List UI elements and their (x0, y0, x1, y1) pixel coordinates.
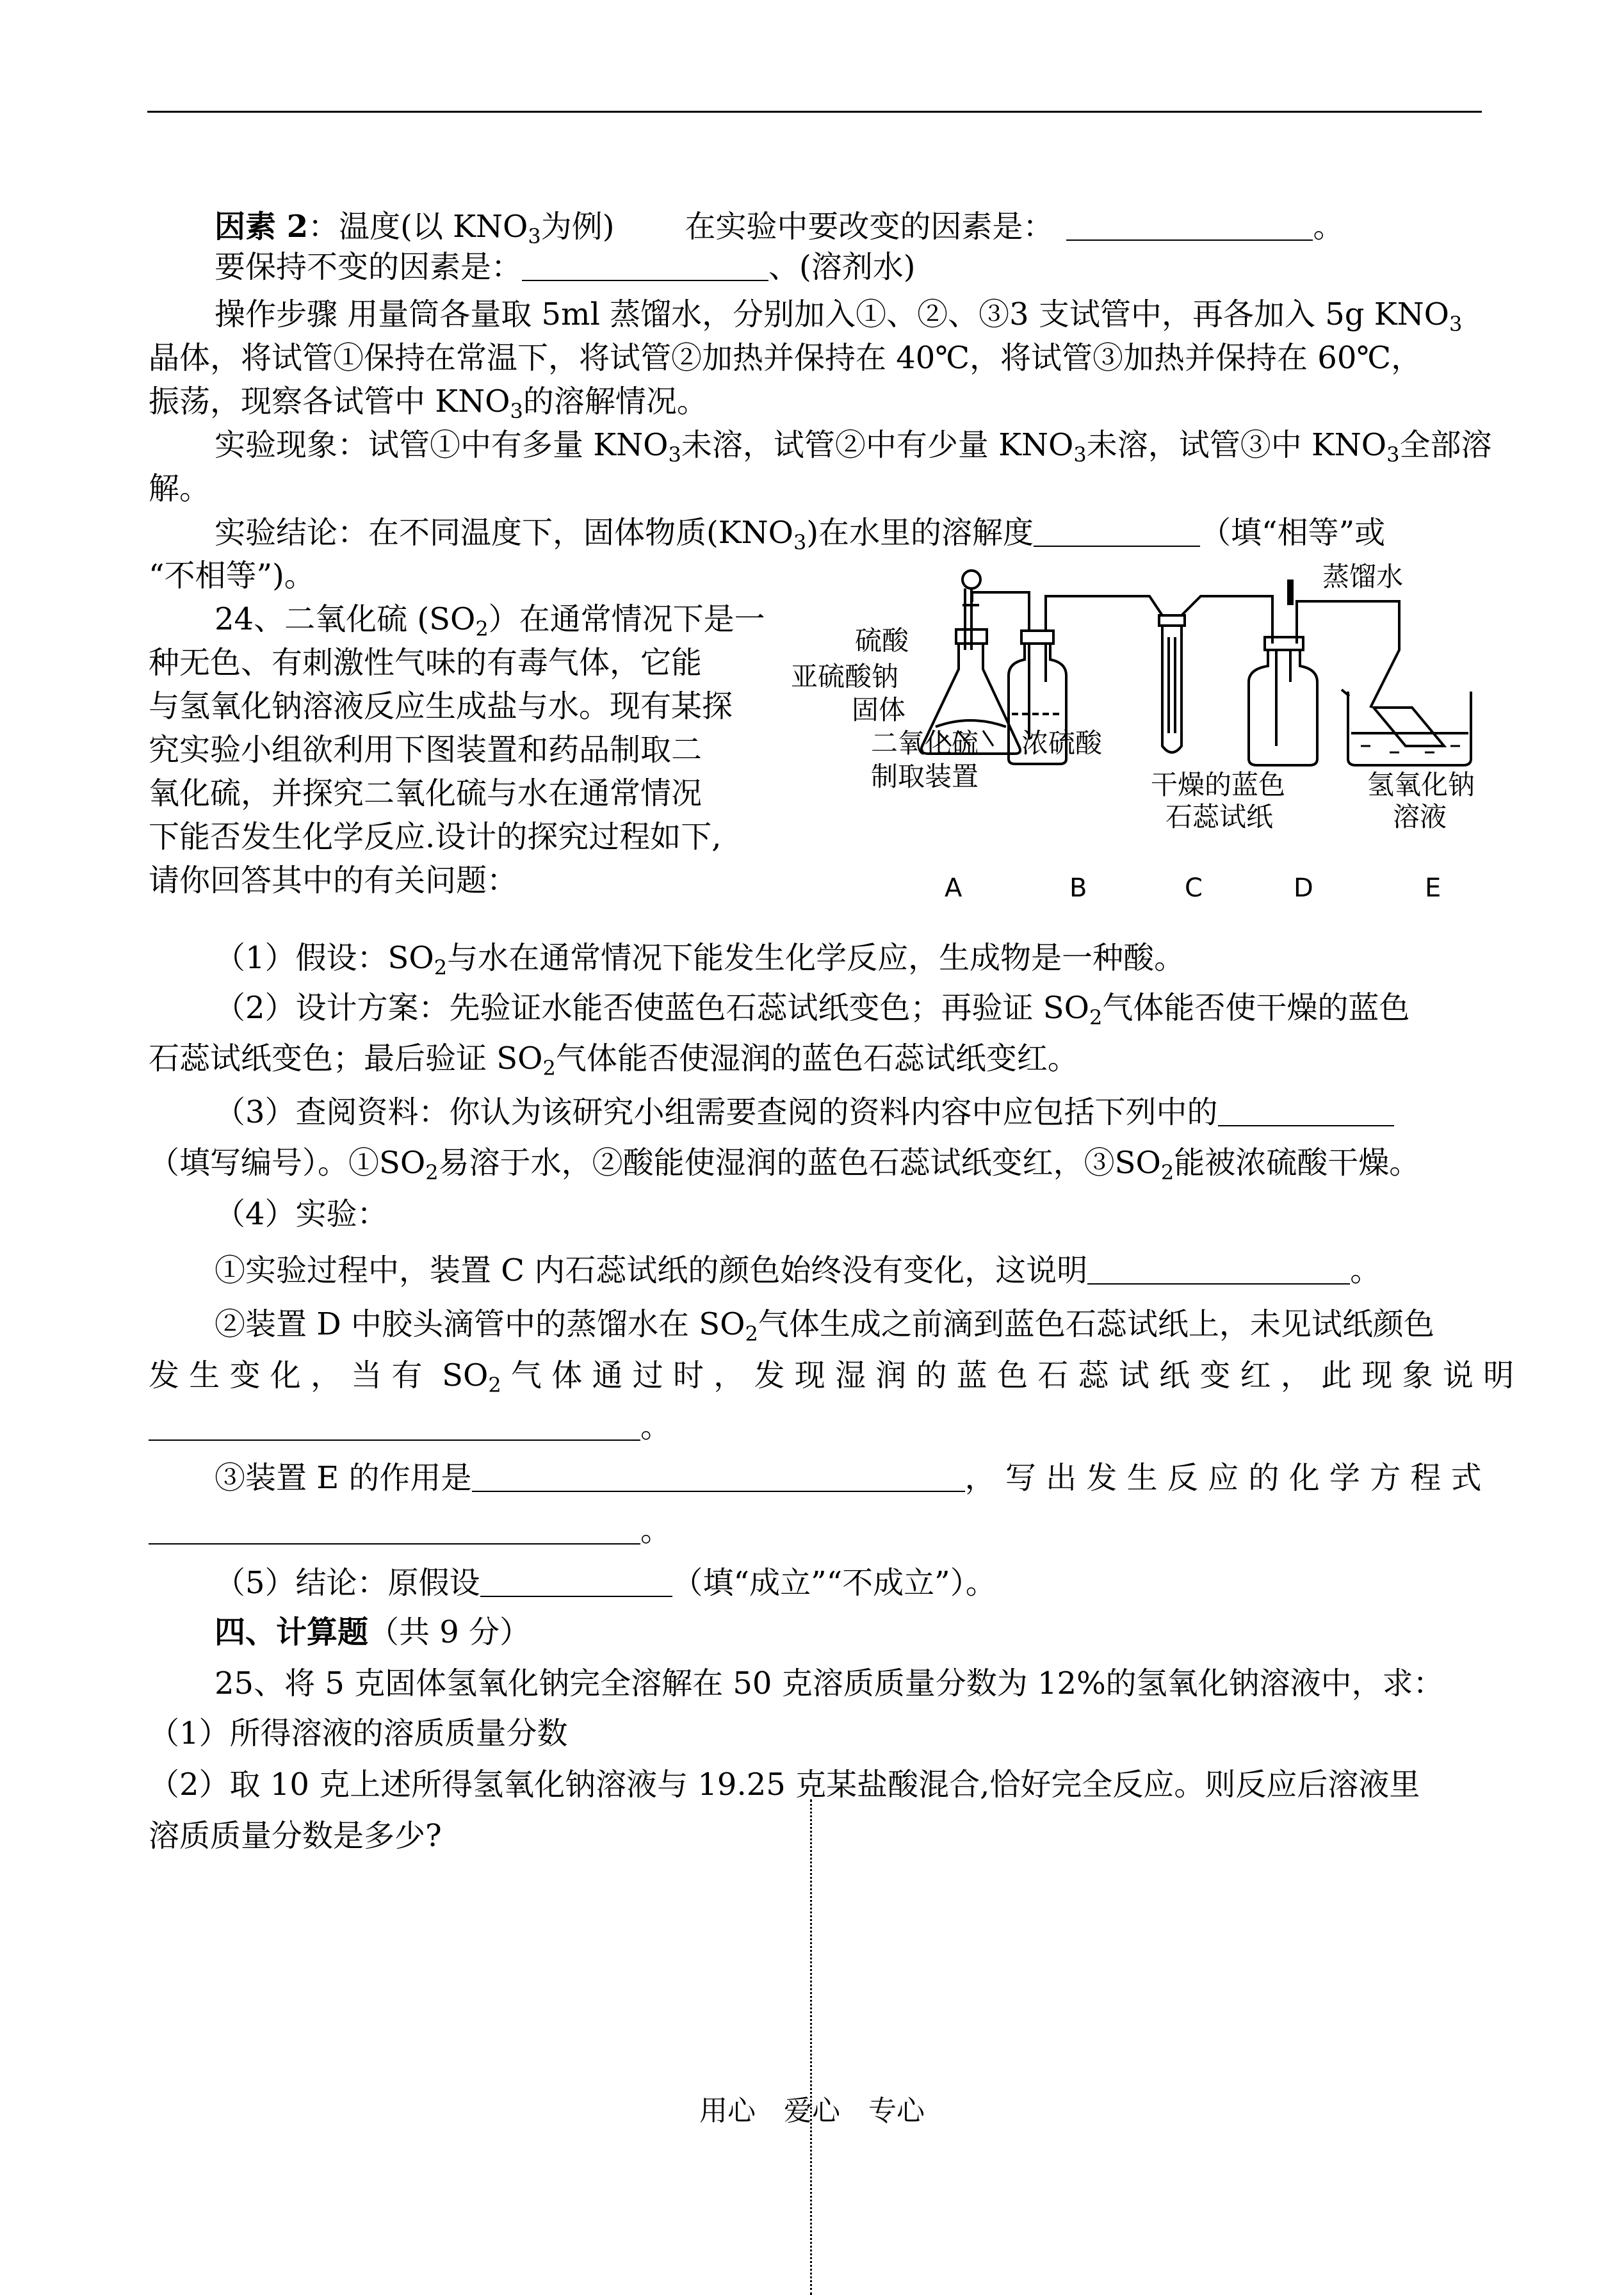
answer-blank[interactable] (1066, 206, 1313, 241)
q24-part4-1: ①实验过程中，装置 C 内石蕊试纸的颜色始终没有变化，这说明 。 (215, 1250, 1381, 1290)
letter-a: A (945, 873, 962, 903)
factor2-phenomenon-2: 解。 (149, 471, 211, 507)
answer-blank[interactable] (149, 1510, 640, 1545)
label-sulfite-1: 亚硫酸钠 (791, 661, 899, 692)
q24-intro-2: 种无色、有刺激性气味的有毒气体，它能 (149, 645, 702, 681)
label-a-2: 制取装置 (871, 761, 979, 792)
answer-blank[interactable] (522, 247, 768, 281)
factor2-phenomenon: 实验现象：试管①中有多量 $KNO_3$未溶，试管②中有少量 $KNO_3$未溶，试管③中 $KNO_3$全部溶 (215, 427, 1492, 467)
factor2-line2: 要保持不变的因素是： 、(溶剂水) (215, 247, 915, 287)
q24-intro-4: 究实验小组欲利用下图装置和药品制取二 (149, 732, 702, 768)
label-c-1: 干燥的蓝色 (1151, 769, 1286, 800)
section4-heading: 四、计算题（共 9 分） (215, 1614, 531, 1650)
q24-part4-3-answer: 。 (149, 1510, 671, 1550)
funnel-bulb (962, 571, 980, 588)
tube-a-b (972, 592, 1029, 631)
factor2-steps-2: 晶体，将试管①保持在常温下，将试管②加热并保持在 40℃，将试管③加热并保持在 60℃， (149, 340, 1422, 376)
header-rule (147, 111, 1482, 113)
q24-part4-2: ②装置 D 中胶头滴管中的蒸馏水在 $SO_2$气体生成之前滴到蓝色石蕊试纸上，未见试纸颜色 (215, 1306, 1434, 1346)
answer-blank[interactable] (149, 1406, 640, 1441)
label-sulfite-2: 固体 (852, 694, 906, 726)
q25-part2: （2）取 10 克上述所得氢氧化钠溶液与 19.25 克某盐酸混合,恰好完全反应。则反应后溶液里 (149, 1767, 1420, 1803)
q24-part1: （1）假设：$SO_2$与水在通常情况下能发生化学反应，生成物是一种酸。 (215, 940, 1185, 980)
letter-c: C (1185, 873, 1203, 903)
label-b: 浓硫酸 (1021, 727, 1103, 759)
q24-intro-6: 下能否发生化学反应.设计的探究过程如下, (149, 819, 722, 855)
factor2-steps-1: 操作步骤 用量筒各量取 5ml 蒸馏水，分别加入①、②、③3 支试管中，再各加入 5g $KNO_3$ (215, 296, 1463, 336)
page-footer: 用心 爱心 专心 (699, 2095, 925, 2127)
apparatus-diagram (791, 554, 1489, 912)
tube-b-c (1046, 596, 1162, 631)
q25-stem: 25、将 5 克固体氢氧化钠完全溶解在 50 克溶质质量分数为 12%的氢氧化钠溶液中，求： (215, 1666, 1444, 1701)
letter-d: D (1294, 873, 1313, 903)
label-water: 蒸馏水 (1322, 561, 1404, 592)
label-sulfuric: 硫酸 (855, 625, 909, 656)
q24-part4-2-cont: 发 生 变 化 ， 当 有 $SO_2$ 气 体 通 过 时 ， 发 现 湿 润 的 蓝 色 石 蕊 试 纸 变 红 ， 此 现 象 说 明 (149, 1358, 1514, 1397)
apparatus-a-flask (922, 571, 1020, 754)
factor2-conclusion-2: “不相等”)。 (149, 558, 315, 594)
label-a-1: 二氧化硫 (871, 727, 979, 759)
letter-e: E (1425, 873, 1441, 903)
section4-title: 四、计算题 (215, 1614, 369, 1650)
q24-intro-3: 与氢氧化钠溶液反应生成盐与水。现有某探 (149, 688, 733, 724)
q24-intro-1: 24、二氧化硫 $(SO_2)$在通常情况下是一 (215, 601, 765, 641)
q24-part4-3: ③装置 E 的作用是 ， 写 出 发 生 反 应 的 化 学 方 程 式 (215, 1457, 1482, 1498)
q24-part4: （4）实验： (215, 1196, 388, 1232)
apparatus-d-bottle (1249, 580, 1317, 765)
label-e-1: 氢氧化钠 (1367, 769, 1475, 800)
q25-part1: （1）所得溶液的溶质质量分数 (149, 1715, 568, 1751)
q24-intro-5: 氧化硫，并探究二氧化硫与水在通常情况 (149, 775, 702, 811)
answer-blank[interactable] (1034, 512, 1200, 547)
factor2-line1: 因素 2：温度(以 $KNO_3$为例) 在实验中要改变的因素是： 。 (215, 206, 1344, 247)
q24-part4-2-answer: 。 (149, 1406, 671, 1447)
apparatus-c-tube (1159, 615, 1185, 752)
q24-part2: （2）设计方案：先验证水能否使蓝色石蕊试纸变色；再验证 $SO_2$气体能否使干燥的蓝色 (215, 990, 1410, 1030)
factor2-steps-3: 振荡，现察各试管中 $KNO_3$的溶解情况。 (149, 384, 708, 423)
tube-c-d (1181, 596, 1272, 644)
factor2-conclusion: 实验结论：在不同温度下，固体物质$(KNO_3)$在水里的溶解度 （填“相等”或 (215, 512, 1385, 553)
label-e-2: 溶液 (1393, 801, 1447, 832)
factor2-title: 因素 2 (215, 209, 309, 245)
q25-part2-cont: 溶质质量分数是多少? (149, 1818, 442, 1854)
column-divider (810, 1799, 812, 2295)
answer-blank[interactable] (1218, 1092, 1394, 1126)
q24-part2-cont: 石蕊试纸变色；最后验证 $SO_2$气体能否使湿润的蓝色石蕊试纸变红。 (149, 1041, 1078, 1080)
apparatus-e-beaker (1342, 690, 1471, 765)
letter-b: B (1069, 873, 1087, 903)
q24-part3-cont: （填写编号）。$①SO_2$易溶于水，②酸能使湿润的蓝色石蕊试纸变红，$③SO_2$能被浓硫酸干燥。 (149, 1145, 1420, 1185)
answer-blank[interactable] (472, 1457, 965, 1492)
q24-part3: （3）查阅资料：你认为该研究小组需要查阅的资料内容中应包括下列中的 (215, 1092, 1394, 1132)
q24-intro-7: 请你回答其中的有关问题： (149, 863, 518, 898)
q24-part5: （5）结论：原假设 （填“成立”“不成立”）。 (215, 1562, 996, 1603)
label-c-2: 石蕊试纸 (1165, 801, 1274, 832)
answer-blank[interactable] (480, 1562, 672, 1597)
answer-blank[interactable] (1087, 1250, 1350, 1285)
